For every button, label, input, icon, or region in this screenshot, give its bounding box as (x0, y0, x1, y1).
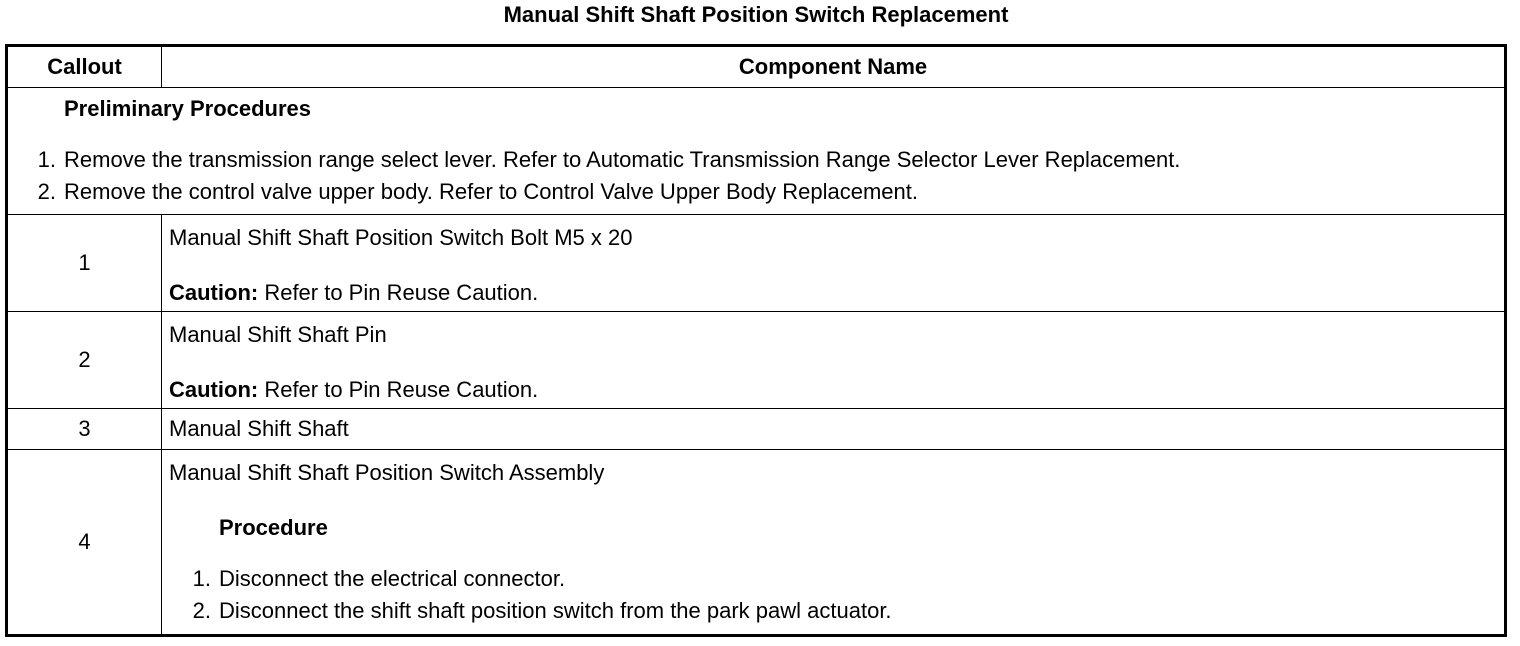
caution-note (169, 280, 1504, 306)
preliminary-steps-list (8, 144, 1504, 208)
preliminary-procedures-cell (7, 88, 1506, 215)
table-row (7, 312, 1506, 409)
component-name: Manual Shift Shaft Position Switch Assembly (169, 460, 605, 485)
component-name-cell (162, 409, 1506, 450)
table-row (7, 215, 1506, 312)
table-row (7, 450, 1506, 636)
component-name-column-header: Component Name (162, 46, 1506, 88)
procedure-step (169, 563, 1504, 595)
preliminary-step (8, 144, 1504, 176)
step-number: 1. (37, 147, 56, 172)
component-name-cell (162, 312, 1506, 409)
preliminary-procedures-row (7, 88, 1506, 215)
component-name-cell (162, 450, 1506, 636)
caution-label: Caution: (169, 377, 259, 402)
callout-cell: 3 (7, 409, 162, 450)
callout-cell: 4 (7, 450, 162, 636)
step-text: Remove the transmission range select lever. Refer to Automatic Transmission Range Selector Lever Replacement. (64, 147, 1181, 172)
component-name: Manual Shift Shaft Position Switch Bolt M5 x 20 (169, 225, 633, 250)
procedure-step (169, 595, 1504, 627)
callout-cell: 2 (7, 312, 162, 409)
procedure-table (5, 44, 1507, 637)
step-text: Remove the control valve upper body. Refer to Control Valve Upper Body Replacement. (64, 179, 918, 204)
table-header-row (7, 46, 1506, 88)
component-name-cell (162, 215, 1506, 312)
step-number: 2. (37, 179, 56, 204)
step-text: Disconnect the electrical connector. (219, 566, 566, 591)
preliminary-step (8, 176, 1504, 208)
callout-cell: 1 (7, 215, 162, 312)
caution-label: Caution: (169, 280, 259, 305)
caution-text: Refer to Pin Reuse Caution. (258, 377, 539, 402)
caution-text: Refer to Pin Reuse Caution. (258, 280, 539, 305)
step-number: 1. (192, 566, 211, 591)
component-name: Manual Shift Shaft Pin (169, 322, 387, 347)
component-name: Manual Shift Shaft (169, 416, 349, 441)
document-title: Manual Shift Shaft Position Switch Replacement (503, 2, 1009, 27)
preliminary-procedures-heading: Preliminary Procedures (64, 96, 312, 121)
table-row (7, 409, 1506, 450)
procedure-heading: Procedure (219, 515, 328, 540)
caution-note (169, 377, 1504, 403)
step-text: Disconnect the shift shaft position switch from the park pawl actuator. (219, 598, 892, 623)
step-number: 2. (192, 598, 211, 623)
callout-column-header: Callout (7, 46, 162, 88)
procedure-steps-list (169, 563, 1504, 627)
